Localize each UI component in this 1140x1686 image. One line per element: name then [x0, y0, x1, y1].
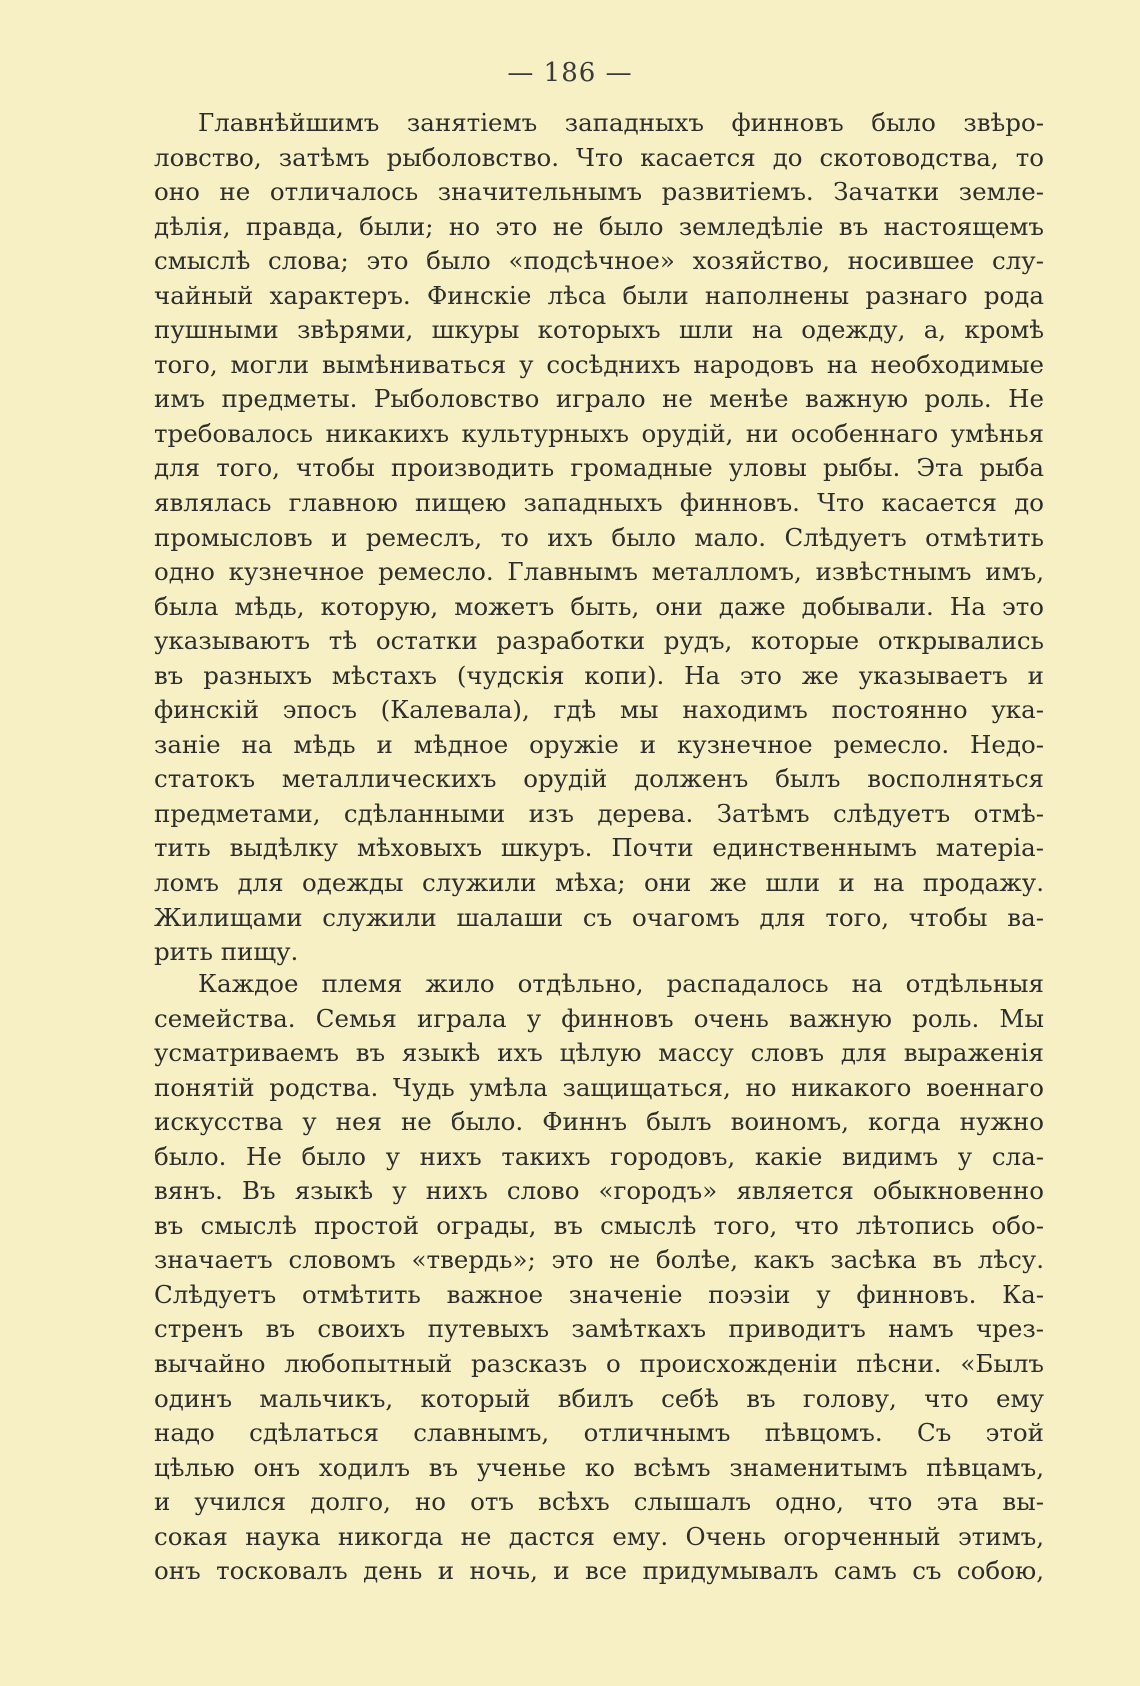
text-line: предметами, сдѣланными изъ дерева. Затѣмъ слѣдуетъ отмѣ- [154, 798, 1044, 828]
text-line: Каждое племя жило отдѣльно, распадалось на отдѣльныя [198, 969, 1044, 998]
text-line: дѣлія, правда, были; но это не было земледѣліе въ настоящемъ [154, 211, 1044, 241]
text-line: стренъ въ своихъ путевыхъ замѣткахъ приводитъ намъ чрез- [154, 1314, 1044, 1344]
text-line: смыслѣ слова; это было «подсѣчное» хозяйство, носившее слу- [154, 246, 1044, 276]
text-line: ломъ для одежды служили мѣха; они же шли и на продажу. [154, 868, 1044, 898]
text-line: вянъ. Въ языкѣ у нихъ слово «городъ» является обыкновенно [154, 1176, 1044, 1206]
text-line: оно не отличалось значительнымъ развитіемъ. Зачатки земле- [154, 177, 1044, 207]
text-line: искусства у нея не было. Финнъ былъ воиномъ, когда нужно [154, 1107, 1044, 1137]
paragraph-1 [154, 106, 1044, 970]
text-line: пушными звѣрями, шкуры которыхъ шли на одежду, а, кромѣ [154, 315, 1044, 345]
text-line: требовалось никакихъ культурныхъ орудій, ни особеннаго умѣнья [154, 418, 1044, 448]
text-line: тить выдѣлку мѣховыхъ шкуръ. Почти единственнымъ матеріа- [154, 833, 1044, 863]
text-line: Главнѣйшимъ занятіемъ западныхъ финновъ было звѣро- [198, 108, 1044, 137]
text-line: Слѣдуетъ отмѣтить важное значеніе поэзіи у финновъ. Ка- [154, 1279, 1044, 1309]
text-line: надо сдѣлаться славнымъ, отличнымъ пѣвцомъ. Съ этой [154, 1418, 1044, 1448]
text-line: того, могли вымѣниваться у сосѣднихъ народовъ на необходимые [154, 349, 1044, 379]
text-line: цѣлью онъ ходилъ въ ученье ко всѣмъ знаменитымъ пѣвцамъ, [154, 1452, 1044, 1482]
text-line: значаетъ словомъ «твердь»; это не болѣе, какъ засѣка въ лѣсу. [154, 1245, 1044, 1275]
text-line: въ разныхъ мѣстахъ (чудскія копи). На это же указываетъ и [154, 660, 1044, 690]
text-line: указываютъ тѣ остатки разработки рудъ, которые открывались [154, 626, 1044, 656]
text-line: заніе на мѣдь и мѣдное оружіе и кузнечное ремесло. Недо- [154, 729, 1044, 759]
text-line: семейства. Семья играла у финновъ очень важную роль. Мы [154, 1003, 1044, 1033]
text-line: финскій эпосъ (Калевала), гдѣ мы находимъ постоянно ука- [154, 695, 1044, 725]
text-line: чайный характеръ. Финскіе лѣса были наполнены разнаго рода [154, 280, 1044, 310]
text-line: сокая наука никогда не дастся ему. Очень огорченный этимъ, [154, 1521, 1044, 1551]
text-line: одинъ мальчикъ, который вбилъ себѣ въ голову, что ему [154, 1383, 1044, 1413]
text-line: промысловъ и ремеслъ, то ихъ было мало. Слѣдуетъ отмѣтить [154, 522, 1044, 552]
text-line: ловство, затѣмъ рыболовство. Что касается до скотоводства, то [154, 142, 1044, 172]
text-line: рить пищу. [154, 937, 299, 967]
paragraph-2 [154, 967, 1044, 1589]
text-line: въ смыслѣ простой ограды, въ смыслѣ того, что лѣтопись обо- [154, 1210, 1044, 1240]
text-line: Жилищами служили шалаши съ очагомъ для того, чтобы ва- [154, 902, 1044, 932]
page-number: — 186 — [507, 58, 633, 88]
text-line: вычайно любопытный разсказъ о происхожденіи пѣсни. «Былъ [154, 1349, 1044, 1379]
text-line: одно кузнечное ремесло. Главнымъ металломъ, извѣстнымъ имъ, [154, 557, 1044, 587]
text-line: понятій родства. Чудь умѣла защищаться, но никакого военнаго [154, 1072, 1044, 1102]
text-line: для того, чтобы производить громадные уловы рыбы. Эта рыба [154, 453, 1044, 483]
text-line: была мѣдь, которую, можетъ быть, они даже добывали. На это [154, 591, 1044, 621]
text-line: онъ тосковалъ день и ночь, и все придумывалъ самъ съ собою, [154, 1556, 1044, 1586]
text-line: являлась главною пищею западныхъ финновъ. Что касается до [154, 488, 1044, 518]
text-line: имъ предметы. Рыболовство играло не менѣе важную роль. Не [154, 384, 1044, 414]
text-line: статокъ металлическихъ орудій долженъ былъ восполняться [154, 764, 1044, 794]
text-line: усматриваемъ въ языкѣ ихъ цѣлую массу словъ для выраженія [154, 1038, 1044, 1068]
text-line: и учился долго, но отъ всѣхъ слышалъ одно, что эта вы- [154, 1487, 1044, 1517]
text-line: было. Не было у нихъ такихъ городовъ, какіе видимъ у сла- [154, 1141, 1044, 1171]
